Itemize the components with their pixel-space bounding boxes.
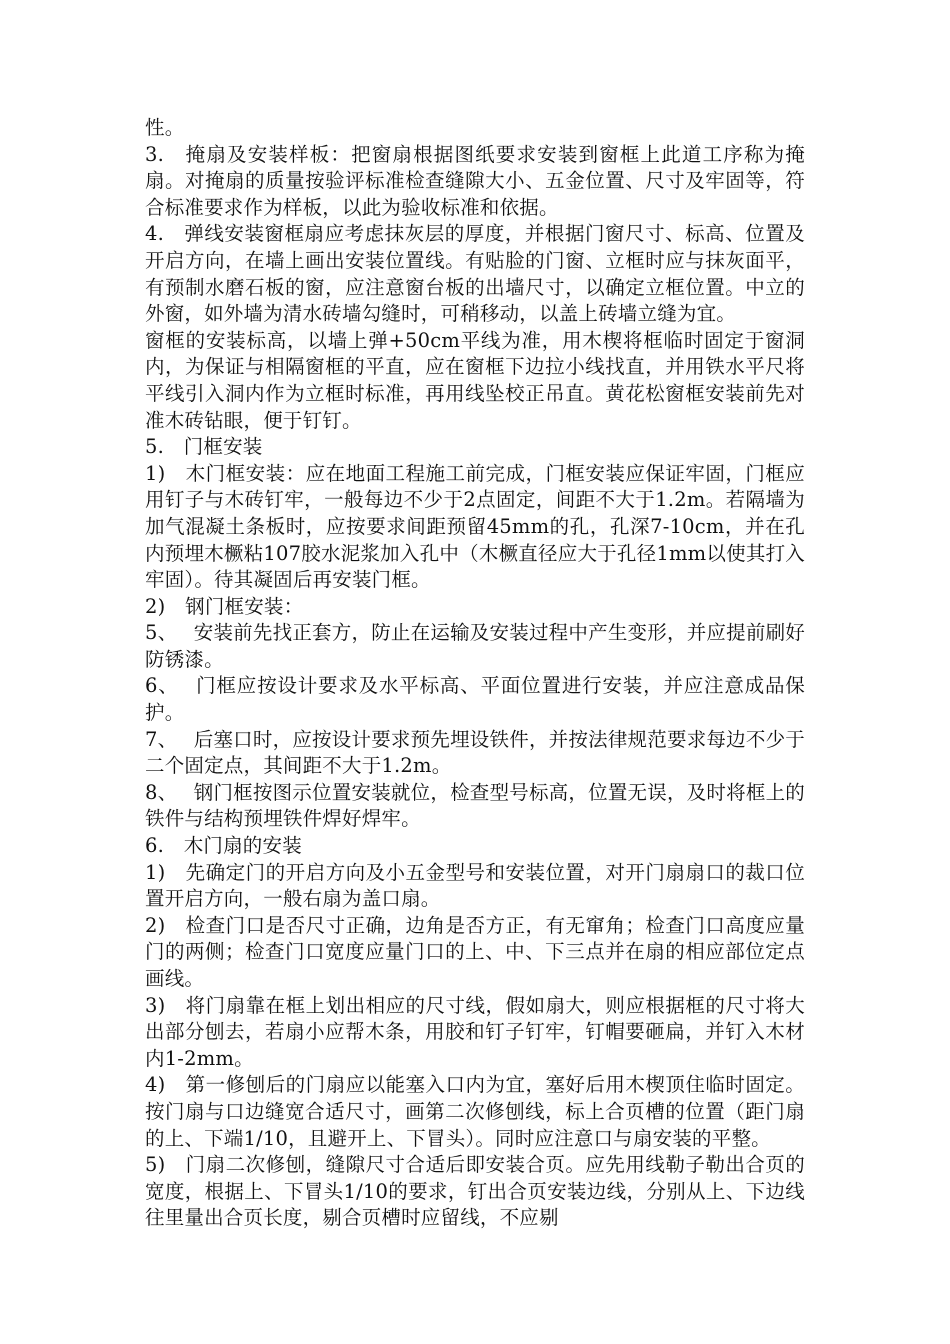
paragraph-step-3-sash-fitting: 3. 掩扇及安装样板：把窗扇根据图纸要求安装到窗框上此道工序称为掩扇。对掩扇的质量按验评标准检查缝隙大小、五金位置、尺寸及牢固等，符合标准要求作为样板，以此为验收标准和依据。: [145, 142, 805, 219]
paragraph-continuation: 性。: [145, 116, 185, 139]
heading-step-6-door-sash: 6. 木门扇的安装: [145, 834, 302, 858]
paragraph-step-4-line-marking: 4. 弹线安装窗框扇应考虑抹灰层的厚度，并根据门窗尺寸、标高、位置及开启方向，在墙上画出安装位置线。有贴脸的门窗、立框时应与抹灰面平，有预制水磨石板的窗，应注意窗台板的出墙尺寸，以确定立框位置。中立的外窗，如外墙为清水砖墙勾缝时，可稍移动，以盖上砖墙立缝为宜。: [145, 222, 805, 326]
sash-step-4: 4) 第一修刨后的门扇应以能塞入口内为宜，塞好后用木楔顶住临时固定。按门扇与口边缝宽合适尺寸，画第二次修刨线，标上合页槽的位置（距门扇的上、下端1/10，且避开上、下冒头）。同时应注意口与扇安装的平整。: [145, 1073, 805, 1150]
sash-step-5: 5) 门扇二次修刨，缝隙尺寸合适后即安装合页。应先用线勒子勒出合页的宽度，根据上、下冒头1/10的要求，钉出合页安装边线，分别从上、下边线往里量出合页长度，剔合页槽时应留线，不应剔: [145, 1153, 805, 1230]
sash-step-3: 3) 将门扇靠在框上划出相应的尺寸线，假如扇大，则应根据框的尺寸将大出部分刨去，若扇小应帮木条，用胶和钉子钉牢，钉帽要砸扁，并钉入木材内1-2mm。: [145, 993, 805, 1070]
list-item-5: 5、 安装前先找正套方，防止在运输及安装过程中产生变形，并应提前刷好防锈漆。: [145, 621, 805, 671]
sash-step-1: 1) 先确定门的开启方向及小五金型号和安装位置，对开门扇扇口的裁口位置开启方向，一般右扇为盖口扇。: [145, 860, 805, 911]
list-item-8: 8、 钢门框按图示位置安装就位，检查型号标高，位置无误，及时将框上的铁件与结构预埋铁件焊好焊牢。: [145, 780, 805, 831]
document-body: [145, 115, 805, 1232]
list-item-7: 7、 后塞口时，应按设计要求预先埋设铁件，并按法律规范要求每边不少于二个固定点，其间距不大于1.2m。: [145, 727, 805, 778]
paragraph-window-frame-elevation: 窗框的安装标高，以墙上弹+50cm平线为准，用木楔将框临时固定于窗洞内，为保证与相隔窗框的平直，应在窗框下边拉小线找直，并用铁水平尺将平线引入洞内作为立框时标准，再用线坠校正吊直。黄花松窗框安装前先对准木砖钻眼，便于钉钉。: [145, 328, 805, 432]
list-item-6: 6、 门框应按设计要求及水平标高、平面位置进行安装，并应注意成品保护。: [145, 674, 805, 725]
heading-steel-door-frame: 2) 钢门框安装：: [145, 594, 304, 618]
paragraph-wood-door-frame: 1) 木门框安装：应在地面工程施工前完成，门框安装应保证牢固，门框应用钉子与木砖钉牢，一般每边不少于2点固定，间距不大于1.2m。若隔墙为加气混凝土条板时，应按要求间距预留45mm的孔，孔深7-10cm，并在孔内预埋木橛粘107胶水泥浆加入孔中（木橛直径应大于孔径1mm以使其打入牢固）。待其凝固后再安装门框。: [145, 461, 805, 592]
heading-step-5-door-frame: 5. 门框安装: [145, 435, 263, 459]
sash-step-2: 2) 检查门口是否尺寸正确，边角是否方正，有无窜角；检查门口高度应量门的两侧；检查门口宽度应量门口的上、中、下三点并在扇的相应部位定点画线。: [145, 913, 805, 990]
